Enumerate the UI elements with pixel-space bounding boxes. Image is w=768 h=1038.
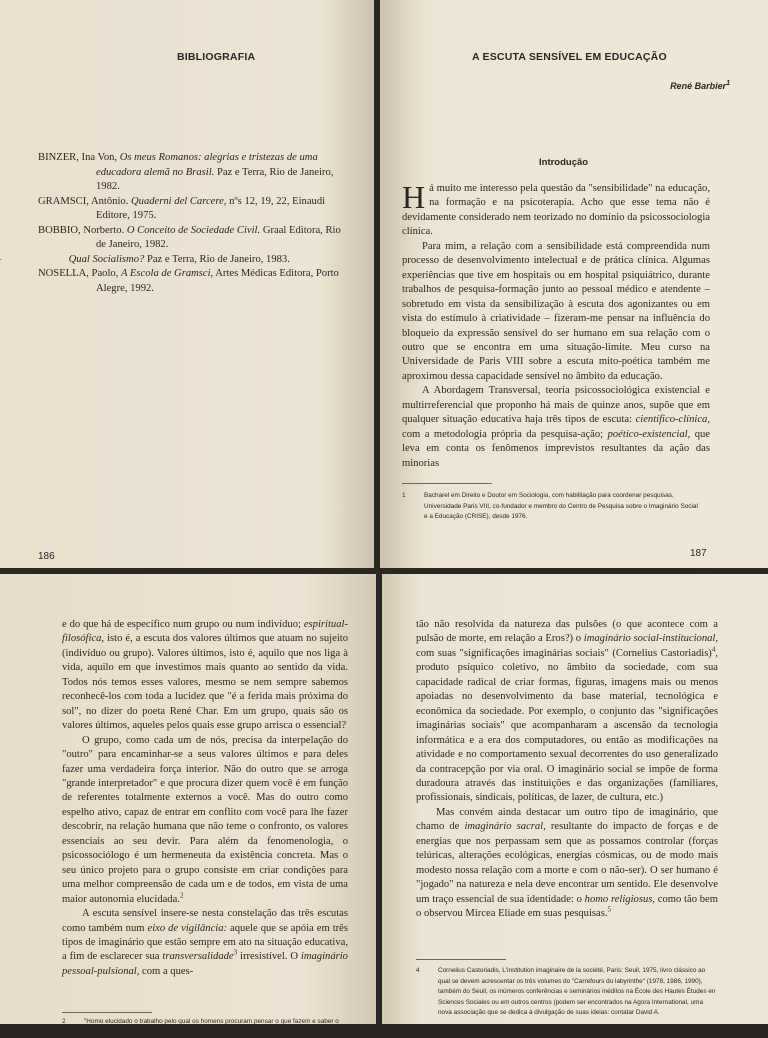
body-text	[402, 179, 710, 471]
body-text	[416, 618, 718, 922]
chapter-author: René Barbier$^1$	[670, 80, 730, 91]
paragraph: Há muito me interesso pela questão da "sensibilidade" na educação, na formação e na psicoterapia. Acho que esse tema não é devidamente considerado nem teorizado no domínio da psicossociologia clínica.	[402, 179, 710, 238]
bib-entry: BOBBIO, Norberto. O Conceito de Sociedade Civil. Graal Editora, Rio de Janeiro, 1982.	[38, 224, 341, 250]
paragraph: e do que há de específico num grupo ou num indivíduo; espiritual-filosófica, isto é, a escuta dos valores últimos que atuam no sujeito (indivíduo ou grupo). Valores últimos, isto é, aquilo que nos liga à vida, aquilo em que investimos mais quanto ao sentido da vida. Todos nós temos esses valores, mesmo se nem sempre sabemos reconhecê-los com toda a lucidez que "é a ferida mais próxima do sol", no dizer do poeta René Char. Em um grupo, quais são os valores últimos, aqueles pelos quais esse grupo arrisca o essencial?	[62, 619, 348, 732]
footnote-rule	[402, 483, 492, 484]
paragraph: tão não resolvida da natureza das pulsões (o que acontece com a pulsão de morte, em relação a Eros?) o imaginário social-institucional, com suas "significações imaginárias sociais" (Cornelius Castoriadis)$^4$, produto psíquico coletivo, no âmbito da sociedade, com sua capacidade radical de criar formas, figuras, imagens mais ou menos apoiadas no desenvolvimento da base material, tecnológica e econômica da sociedade. Por exemplo, o conjunto das "significações imaginárias sociais" que acompanharam a ascensão da tecnologia informática e a era dos computadores, ou então as modificações na atividade e no comportamento sexual decorrentes do uso generalizado da contracepção por via oral. O imaginário social se impõe de forma duradoura através das instituições e das organizações (familiares, profissionais, sindicais, políticas, de lazer, de cultura, etc.)	[416, 619, 719, 804]
footnote-rule	[416, 959, 506, 960]
page-189	[382, 574, 768, 1024]
page-number: 187	[690, 548, 707, 559]
page-186	[0, 0, 374, 568]
bibliography-heading: BIBLIOGRAFIA	[177, 51, 256, 63]
paragraph: O grupo, como cada um de nós, precisa da interpelação do "outro" para encaminhar-se a seus valores últimos e para deles fazer uma verdadeira força interior. Não do outro que se arroga "grande interpretador" e que procura dizer quem você é em função de referentes totalmente externos a você. Mas do outro como espelho ativo, capaz de entrar em conflito com você para lhe fazer descobrir, na relação humana que não teme o confronto, os valores essenciais ao seu devir. Para além da fenomenologia, o psicossociólogo é um hermeneuta da existência concreta. Mas o seu único projeto para o grupo consiste em criar condições para uma melhor compreensão de cada um e de todos, em vista de uma maior autonomia elucidada.$^2$	[62, 734, 348, 905]
paragraph: Para mim, a relação com a sensibilidade está compreendida num processo de desenvolvimento intelectual e de prática clínica. Algumas experiências que tive em hospitais ou em hospital psiquiátrico, durante trabalhos de pesquisa-formação junto ao pessoal médico e atendente – sobretudo em vista da sensibilização à escuta dos agonizantes ou em vista do estímulo à criatividade – fizeram-me pensar na influência do bloqueio da expressão sensível do ser humano em sua relação com o outro que se encontra em uma situação-limite. Meu curso na Universidade de Paris VIII sobre a escuta mito-poética também me aproximou dessa capacidade sensível no âmbito da educação.	[402, 240, 710, 382]
body-text	[62, 618, 348, 979]
footnote: 2 "Homo elucidado o trabalho pelo qual os homens procuram pensar o que fazem e saber o que pensam"	[62, 1018, 339, 1036]
paragraph: A Abordagem Transversal, teoria psicossociológica existencial e multirreferencial que proponho há mais de quinze anos, supõe que em qualquer situação educativa haja três tipos de escuta: científico-clínica, com a metodologia própria da pesquisa-ação; poético-existencial, que leva em conta os fenômenos imprevistos resultantes da ação das minorias	[402, 385, 710, 469]
drop-cap: H	[402, 179, 426, 215]
bib-entry: NOSELLA, Paolo, A Escola de Gramsci, Artes Médicas Editora, Porto Alegre, 1992.	[38, 268, 339, 294]
paragraph: A escuta sensível insere-se nesta constelação das três escutas como também num eixo de vigilância: aquele que se apóia em três tipos de imaginário que estão sempre em ato na situação educativa, a fim de esclarecer sua transversalidade$^3$ irresistível. O imaginário pessoal-pulsional, com a ques-	[62, 908, 348, 977]
paragraph: Mas convém ainda destacar um outro tipo de imaginário, que chamo de imaginário sacral, resultante do impacto de forças e de energias que nos perpassam sem que as possamos controlar (forças telúricas, alterações ecológicas, energias cósmicas, ou de modo mais modesto nossa relação com a morte e com o não-ser). O ser humano é "jogado" na natureza e nela deve encontrar um sentido. Ele desenvolve um traço essencial de sua identidade: o homo religiosus, como tão bem o observou Mircea Eliade em suas pesquisas.$^5$	[416, 806, 718, 920]
section-heading: Introdução	[539, 157, 589, 168]
footnote: 1 Bacharel em Direito e Doutor em Sociologia, com habilitação para coordenar pesquisas, Universidade Paris VIII, co-fundador e membro do Centro de Pesquisa sobre o Imaginário Social e a Educação (CRISE), desde 1976.	[402, 492, 698, 520]
chapter-title: A ESCUTA SENSÍVEL EM EDUCAÇÃO	[472, 51, 667, 63]
page-187	[380, 0, 768, 568]
bibliography-list	[38, 151, 350, 296]
bib-entry: GRAMSCI, Antônio. Quaderni del Carcere, nºs 12, 19, 22, Einaudi Editore, 1975.	[38, 195, 326, 221]
page-188	[0, 574, 376, 1036]
footnote: 4 Cornelius Castoriadis, L'institution imaginaire de la société, Paris: Seuil, 1975, livro clássico ao qual se devem acrescentar os três volumes do "Carrefours du labyrinthe" (1978, 1986, 1990), também do Seuil, os inúmeros conferências e seminários inéditos na École des Hautes Études en Sciences Sociales ou em outros centros (podem ser encontrados na Agora International, uma nova associação que se dedica à divulgação de suas ideias: contatar David A.	[416, 967, 716, 1016]
page-number: 186	[38, 551, 55, 562]
bib-entry: BINZER, Ina Von, Os meus Romanos: alegrias e tristezas de uma educadora alemã no Brasil. Paz e Terra, Rio de Janeiro, 1982.	[38, 152, 334, 192]
footnote-rule	[62, 1012, 152, 1013]
bib-entry: Qual Socialismo? Paz e Terra, Rio de Janeiro, 1983.	[68, 253, 290, 265]
